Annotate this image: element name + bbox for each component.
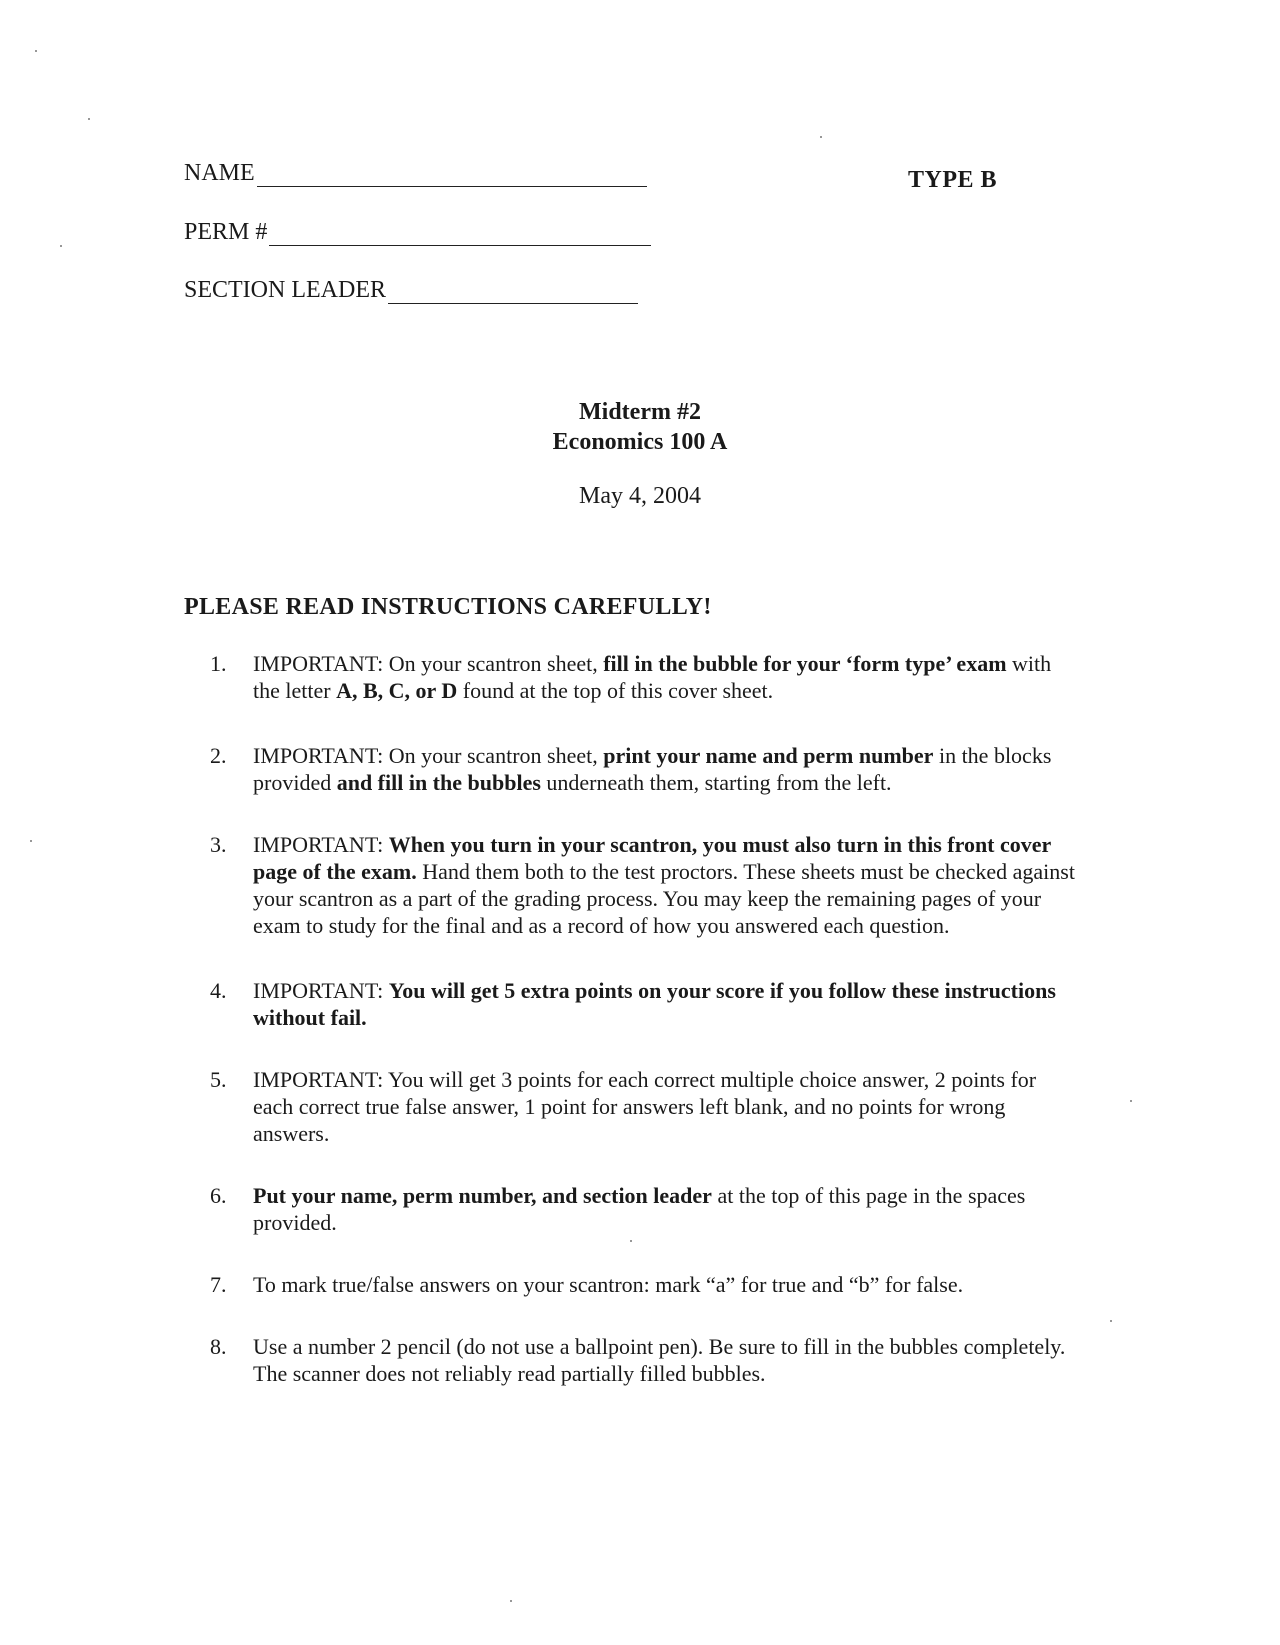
name-label: NAME xyxy=(184,160,255,186)
name-blank-line xyxy=(257,164,647,187)
instruction-number: 6. xyxy=(210,1183,227,1208)
perm-blank-line xyxy=(269,223,651,246)
instruction-number: 1. xyxy=(210,651,227,676)
instructions-heading: PLEASE READ INSTRUCTIONS CAREFULLY! xyxy=(184,594,712,620)
instruction-item: 3. IMPORTANT: When you turn in your scantron, you must also turn in this front cover page of the exam. Hand them both to the test proctors. These sheets must be checked against your scantron as a part of the grading process. You may keep the remaining pages of your exam to study for the final and as a record of how you answered each question. xyxy=(210,832,1075,938)
instruction-number: 5. xyxy=(210,1067,227,1092)
scan-speck xyxy=(510,1600,512,1602)
perm-field xyxy=(184,219,651,246)
instruction-number: 8. xyxy=(210,1334,227,1359)
scan-speck xyxy=(35,50,37,52)
exam-type-label: TYPE B xyxy=(908,167,998,193)
scan-speck xyxy=(60,245,62,247)
instruction-item: 1. IMPORTANT: On your scantron sheet, fill in the bubble for your ‘form type’ exam with the letter A, B, C, or D found at the top of this cover sheet. xyxy=(210,651,1052,703)
name-field xyxy=(184,160,647,187)
instruction-item: 5. IMPORTANT: You will get 3 points for each correct multiple choice answer, 2 points for each correct true false answer, 1 point for answers left blank, and no points for wrong answers. xyxy=(210,1067,1037,1146)
instructions-list xyxy=(210,650,1080,1387)
section-leader-label: SECTION LEADER xyxy=(184,277,386,303)
instruction-number: 3. xyxy=(210,832,227,857)
instruction-item: 4. IMPORTANT: You will get 5 extra points on your score if you follow these instructions without fail. xyxy=(210,978,1056,1030)
exam-title xyxy=(480,397,800,457)
exam-date: May 4, 2004 xyxy=(579,483,701,509)
instruction-number: 7. xyxy=(210,1272,227,1297)
scan-speck xyxy=(820,136,822,138)
instruction-item: 8. Use a number 2 pencil (do not use a ballpoint pen). Be sure to fill in the bubbles completely. The scanner does not reliably read partially filled bubbles. xyxy=(210,1334,1066,1386)
scan-speck xyxy=(1130,1100,1132,1102)
exam-title-line1: Midterm #2 xyxy=(579,399,701,425)
scan-speck xyxy=(630,1240,632,1242)
scan-speck xyxy=(1110,1320,1112,1322)
instruction-item: 7. To mark true/false answers on your scantron: mark “a” for true and “b” for false. xyxy=(210,1272,964,1297)
exam-title-line2: Economics 100 A xyxy=(552,429,728,455)
scan-speck xyxy=(88,118,90,120)
section-leader-field xyxy=(184,277,638,304)
scan-speck xyxy=(30,840,32,842)
perm-label: PERM # xyxy=(184,219,268,245)
instruction-item: 2. IMPORTANT: On your scantron sheet, print your name and perm number in the blocks provided and fill in the bubbles underneath them, starting from the left. xyxy=(210,743,1052,795)
instruction-number: 4. xyxy=(210,978,227,1003)
section-leader-blank-line xyxy=(388,281,638,304)
instruction-item: 6. Put your name, perm number, and section leader at the top of this page in the spaces provided. xyxy=(210,1183,1026,1235)
instruction-number: 2. xyxy=(210,743,227,768)
